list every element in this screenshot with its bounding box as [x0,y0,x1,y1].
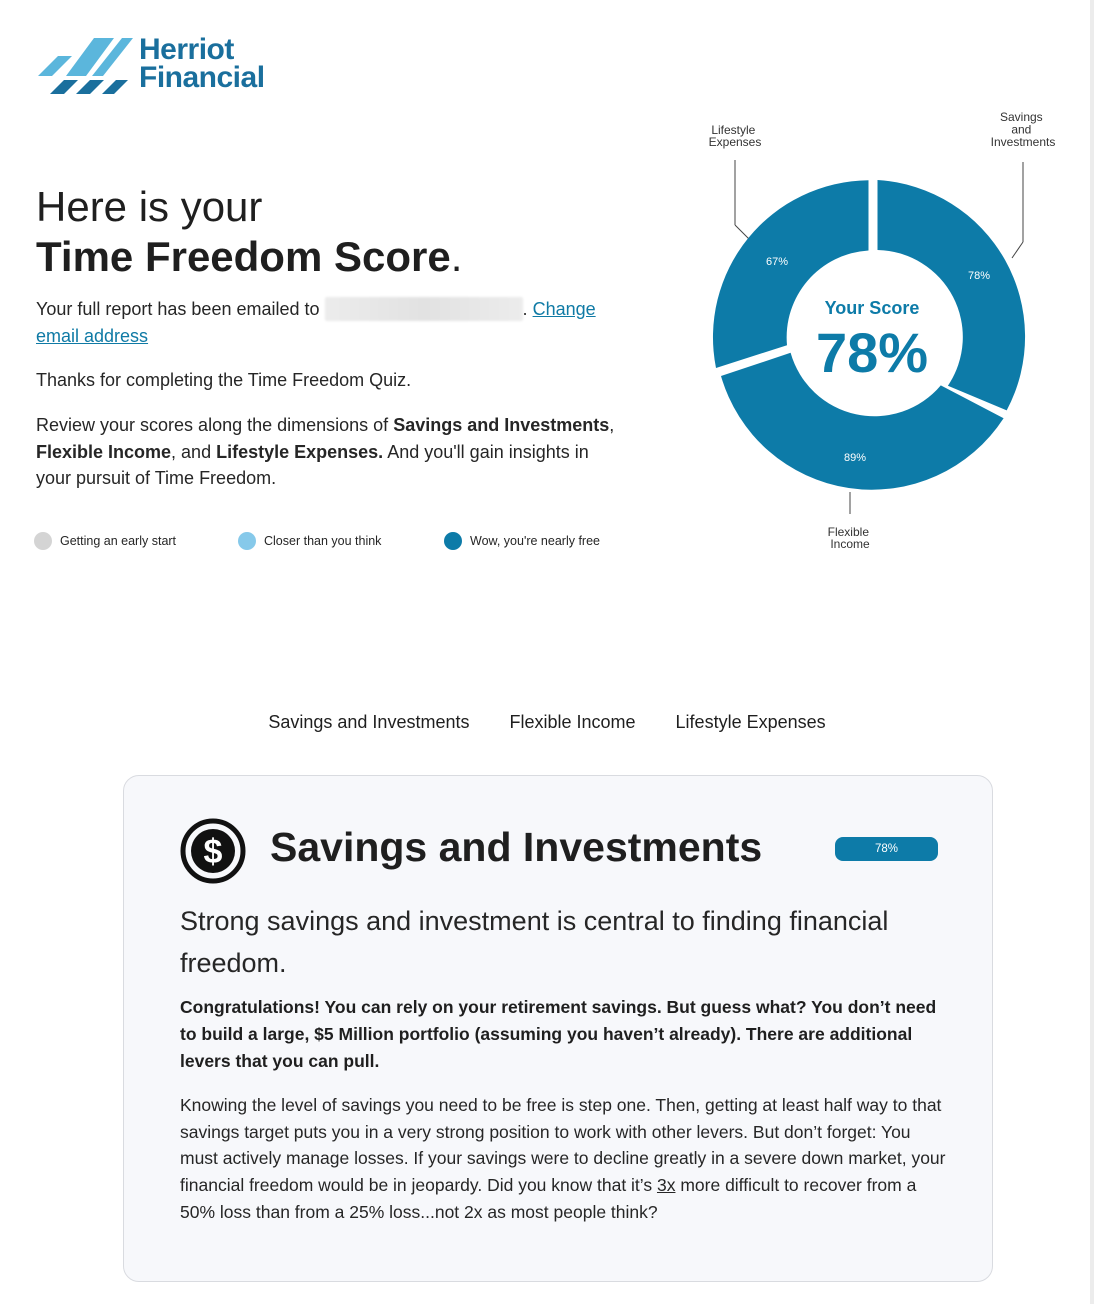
center-score-value: 78% [815,321,929,384]
tab-savings-investments[interactable]: Savings and Investments [268,712,470,732]
label-line: Savings [999,110,1043,124]
dollar-circle-icon [180,818,246,884]
review-text [36,412,616,492]
center-score-label: Your Score [824,298,920,318]
connector-savings-diag [1012,242,1023,258]
brand-line-2: Financial [139,61,265,94]
brand-line-1: Herriot [139,33,234,66]
email-notice [36,296,616,349]
label-line: Income [830,537,870,551]
brand-name [139,33,265,94]
legend-closer [238,532,381,550]
tab-lifestyle-expenses[interactable]: Lifestyle Expenses [675,712,826,732]
label-lifestyle-expenses [709,123,762,149]
score-donut-chart [690,100,1080,560]
body-part-2: more difficult to recover from a 50% loss than from a 25% loss...not 2x as most people think? [180,1175,917,1222]
savings-investments-card [123,775,993,1282]
connector-lifestyle-diag [735,225,750,240]
body-part-1: Knowing the level of savings you need to be free is step one. Then, getting at least half way to that savings target puts you in a very strong position to work with other levers. But don’t forget: You must actively manage losses. If your savings were to decline greatly in a severe down market, your financial freedom would be in jeopardy. Did you know that it’s [180,1095,946,1196]
segment-income-value: 89% [843,452,867,464]
review-part-3: , and [171,441,217,462]
label-line: Investments [990,135,1056,149]
card-congrats-text: Congratulations! You can rely on your retirement savings. But guess what? You don’t need to build a large, $5 Million portfolio (assuming you haven’t already). There are additional levers that you can pull. [180,997,937,1071]
svg-text:$: $ [203,833,223,871]
legend-dot-grey [34,532,52,550]
legend-dot-dark-blue [444,532,462,550]
legend-dot-light-blue [238,532,256,550]
brand-logo[interactable] [36,33,276,100]
redacted-email [325,297,523,321]
headline-line-1: Here is your [36,183,263,230]
review-part-1: Review your scores along the dimensions of [36,415,394,435]
tab-flexible-income[interactable]: Flexible Income [509,712,636,732]
legend-label: Wow, you're nearly free [470,534,600,548]
page-headline [36,182,462,282]
email-suffix: . [522,299,528,319]
card-body-text [180,1092,950,1226]
dimension-tabs [0,712,1094,733]
label-flexible-income [828,525,873,551]
legend-nearly-free [444,532,600,550]
review-bold-income: Flexible Income [36,441,172,462]
headline-line-2 [36,232,462,282]
review-part-4: And you'll gain insights in your pursuit of Time Freedom. [36,441,589,488]
page-scrollbar-edge [1090,0,1094,1304]
body-underlined-3x: 3x [656,1175,676,1196]
review-part-2: , [609,415,615,435]
thanks-text: Thanks for completing the Time Freedom Quiz. [36,370,412,390]
change-email-link[interactable]: Change email address [36,299,596,346]
label-line: and [1011,122,1032,137]
label-line: Lifestyle [711,123,756,137]
review-bold-savings: Savings and Investments [393,415,610,435]
legend-label: Getting an early start [60,534,177,548]
headline-score-title: Time Freedom Score [36,233,451,280]
label-savings-investments [991,110,1056,149]
legend-label: Closer than you think [264,534,382,548]
card-subtitle: Strong savings and investment is central to finding financial freedom. [180,906,889,978]
card-score-badge: 78% [835,837,938,861]
legend-early-start [34,532,176,550]
label-line: Expenses [708,135,762,149]
label-line: Flexible [827,525,870,539]
segment-lifestyle-value: 67% [765,256,789,268]
card-title: Savings and Investments [270,824,763,870]
email-prefix-text: Your full report has been emailed to [36,299,320,319]
headline-period: . [450,233,463,280]
segment-savings-value: 78% [967,270,991,282]
brand-stripes-icon [36,36,136,96]
review-bold-expenses: Lifestyle Expenses. [216,441,384,462]
